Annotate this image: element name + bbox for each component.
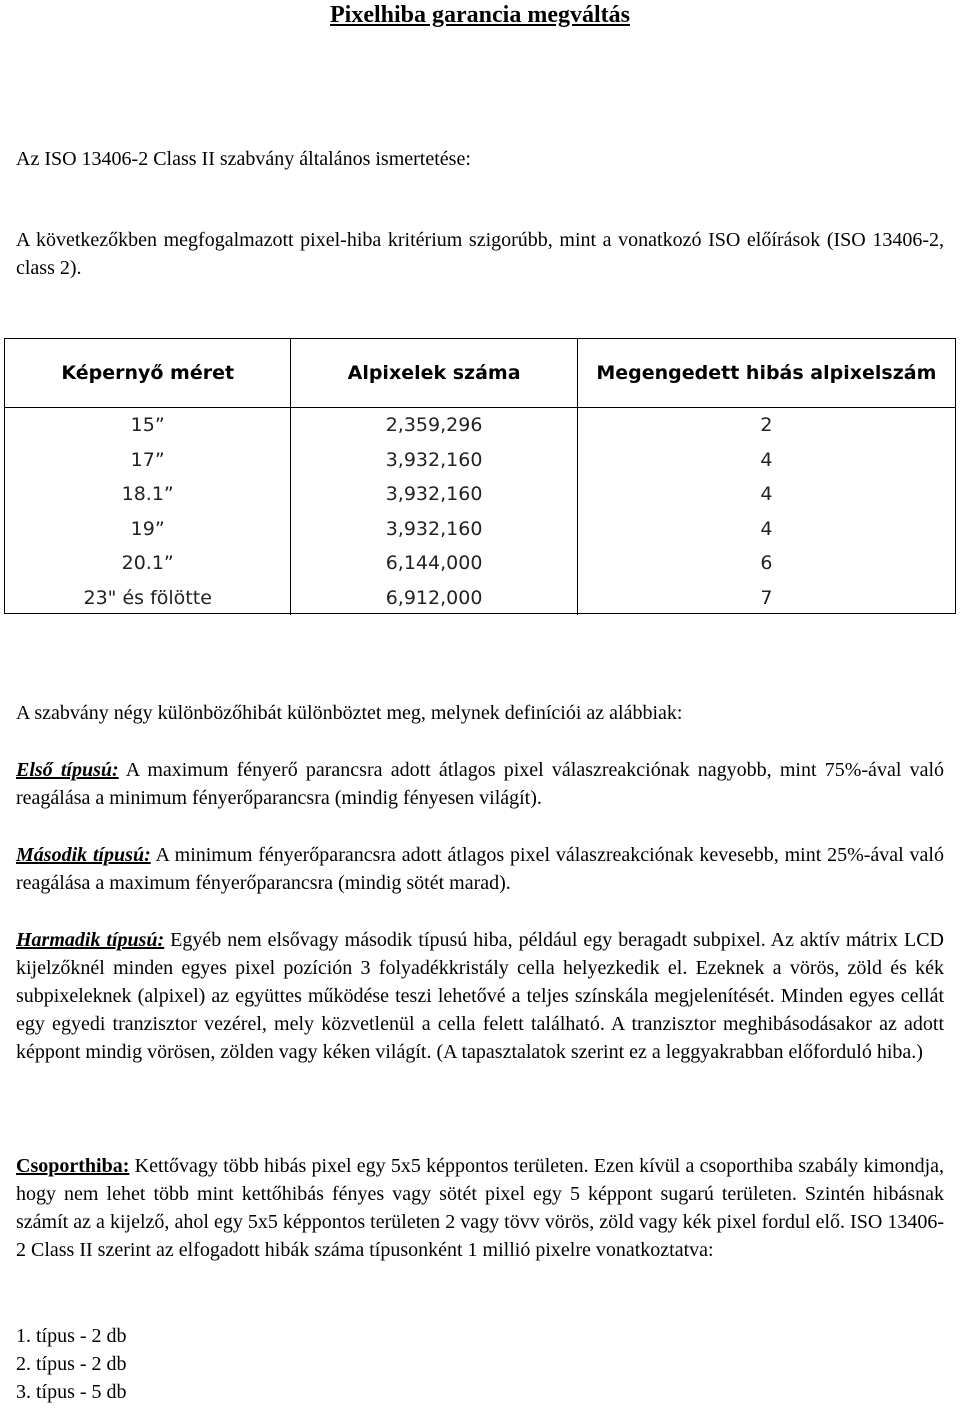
list-item: 3. típus - 5 db xyxy=(16,1381,127,1403)
cell-subpixel-count: 6,912,000 xyxy=(291,581,577,616)
cell-screen-size: 19” xyxy=(5,512,291,547)
cell-allowed-defects: 4 xyxy=(760,483,773,506)
cell-allowed-defects: 4 xyxy=(760,448,773,471)
header-subpixel-count: Alpixelek száma xyxy=(291,339,577,408)
cell-screen-size: 23" és fölötte xyxy=(5,581,291,616)
type2-paragraph xyxy=(16,841,944,897)
header-allowed-defects: Megengedett hibás alpixelszám xyxy=(577,339,955,408)
type2-text: A minimum fényerőparancsra adott átlagos pixel válaszreakciónak kevesebb, mint 25%-ával való reagálása a maximum fényerőparancsra (mindig sötét marad). xyxy=(16,844,944,894)
table-row xyxy=(5,512,955,547)
cell-subpixel-count: 3,932,160 xyxy=(291,477,577,512)
cell-subpixel-count: 3,932,160 xyxy=(291,512,577,547)
cell-screen-size: 18.1” xyxy=(5,477,291,512)
table-header-row xyxy=(5,339,955,408)
cell-screen-size: 20.1” xyxy=(5,546,291,581)
group-text: Kettővagy több hibás pixel egy 5x5 képpontos területen. Ezen kívül a csoporthiba szabály kimondja, hogy nem lehet több mint kettőhibás fényes vagy sötét pixel egy 5 képpont sugarú területen. Szintén hibásnak számít az a kijelző, ahol egy 5x5 képpontos területen 2 vagy tövv vörös, zöld vagy kék pixel fordul elő. ISO 13406-2 Class II szerint az elfogadott hibák száma típusonként 1 millió pixelre vonatkoztatva: xyxy=(16,1155,944,1261)
type3-paragraph xyxy=(16,926,944,1066)
table-row xyxy=(5,477,955,512)
cell-subpixel-count: 2,359,296 xyxy=(291,408,577,443)
type1-paragraph xyxy=(16,756,944,812)
cell-allowed-defects: 6 xyxy=(760,552,773,575)
cell-screen-size: 15” xyxy=(5,408,291,443)
list-item: 1. típus - 2 db xyxy=(16,1325,127,1347)
type2-label: Második típusú: xyxy=(16,844,151,866)
type1-text: A maximum fényerő parancsra adott átlagos pixel válaszreakciónak nagyobb, mint 75%-ával való reagálása a minimum fényerőparancsra (mindig fényesen világít). xyxy=(16,759,945,809)
list-item: 2. típus - 2 db xyxy=(16,1353,127,1375)
spec-table xyxy=(5,339,955,615)
table-row xyxy=(5,443,955,478)
intro-heading: Az ISO 13406-2 Class II szabvány általános ismertetése: xyxy=(16,148,471,170)
standard-text: A szabvány négy különbözőhibát különböztet meg, melynek definíciói az alábbiak: xyxy=(16,702,683,724)
table-row xyxy=(5,408,955,443)
cell-allowed-defects: 4 xyxy=(760,517,773,540)
type3-text: Egyéb nem elsővagy második típusú hiba, például egy beragadt subpixel. Az aktív mátrix LCD kijelzőknél minden egyes pixel pozíción 3 folyadékkristály cella helyezkedik el. Ezeknek a vörös, zöld és kék subpixeleknek (alpixel) az együttes működése teszi lehetővé a teljes színskála megjelenítését. Minden egyes cellát egy egyedi tranzisztor vezérel, mely közvetlenül a cella felett található. A tranzisztor meghibásodásakor az adott képpont mindig vörösen, zölden vagy kéken világít. (A tapasztalatok szerint ez a leggyakrabban előforduló hiba.) xyxy=(16,929,944,1063)
cell-subpixel-count: 6,144,000 xyxy=(291,546,577,581)
spec-table-container xyxy=(4,338,956,614)
page-title: Pixelhiba garancia megváltás xyxy=(330,2,630,28)
cell-subpixel-count: 3,932,160 xyxy=(291,443,577,478)
cell-allowed-defects: 7 xyxy=(760,586,773,609)
intro-text: A következőkben megfogalmazott pixel-hiba kritérium szigorúbb, mint a vonatkozó ISO előírások (ISO 13406-2, class 2). xyxy=(16,229,944,279)
table-row xyxy=(5,581,955,616)
type1-label: Első típusú: xyxy=(16,759,119,781)
type3-label: Harmadik típusú: xyxy=(16,929,165,951)
header-screen-size: Képernyő méret xyxy=(5,339,291,408)
group-paragraph xyxy=(16,1152,944,1264)
table-row xyxy=(5,546,955,581)
cell-allowed-defects: 2 xyxy=(760,414,773,437)
cell-screen-size: 17” xyxy=(5,443,291,478)
group-label: Csoporthiba: xyxy=(16,1155,130,1177)
